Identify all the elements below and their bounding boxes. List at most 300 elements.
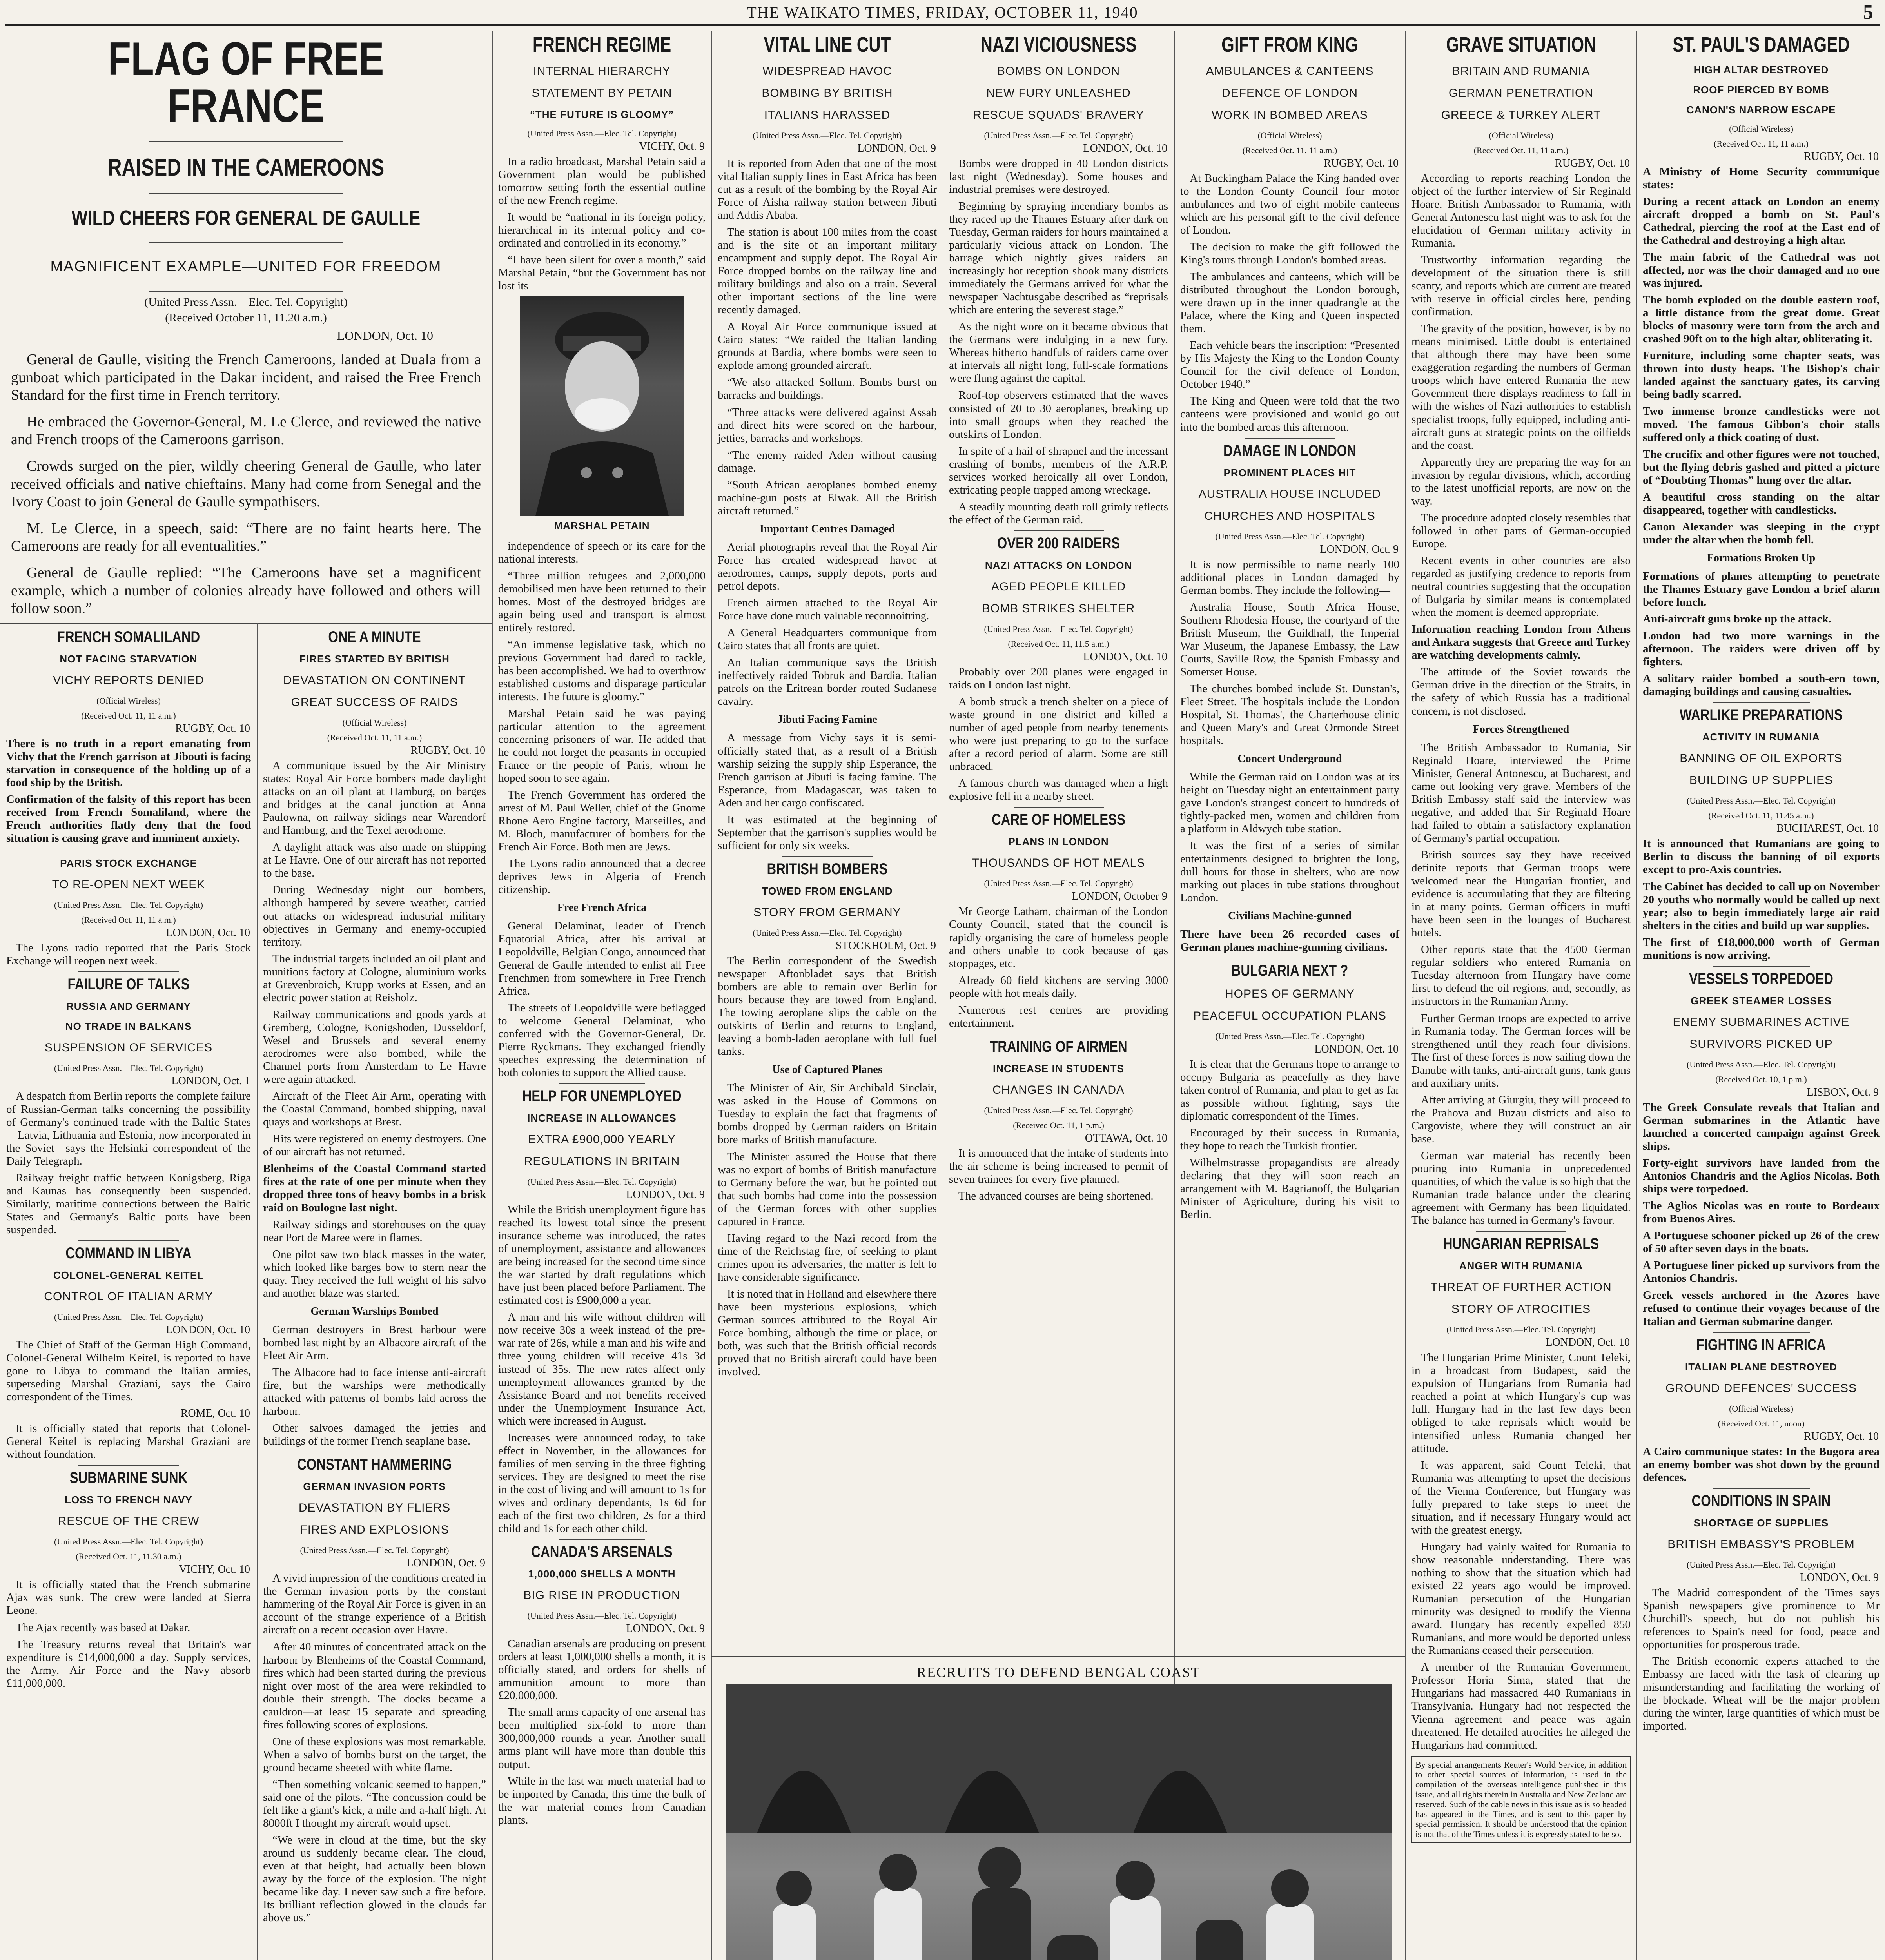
credit: (Official Wireless)	[342, 718, 407, 728]
divider	[149, 141, 343, 142]
paragraph: The Greek Consulate reveals that Italian and German submarines in the Atlantic have launched a concerted campaign against Greek ships.	[1643, 1101, 1880, 1152]
paragraph: Furniture, including some chapter seats, was thrown into dusty heaps. The Bishop's chair landed against the sanctuary gates, its carving being badly scarred.	[1643, 349, 1880, 401]
paragraph: “Three million refugees and 2,000,000 demobilised men have been returned to their homes. Most of the destroyed bridges are again being used and transport is almost entirely restored.	[498, 570, 706, 634]
divider	[78, 1465, 179, 1466]
paragraph: Having regard to the Nazi record from the time of the Reichstag fire, of seeking to plant crimes upon its adversaries, the matter is felt to have considerable significance.	[718, 1232, 937, 1283]
paragraph: It is now permissible to name nearly 100 additional places in London damaged by German bombs. They include the following—	[1180, 558, 1399, 597]
dateline: RUGBY, Oct. 10	[1324, 157, 1399, 169]
paragraph: London had two more warnings in the afternoon. The raiders were driven off by fighters.	[1643, 630, 1880, 668]
subheadline: STORY OF ATROCITIES	[1451, 1303, 1591, 1316]
recruits-photo	[726, 1684, 1392, 1960]
received: (Received Oct. 11, 11 a.m.)	[327, 733, 422, 742]
paragraph: Anti-aircraft guns broke up the attack.	[1643, 613, 1831, 626]
article-paris-stock-exchange	[3, 857, 254, 967]
received: (Received Oct. 10, 1 p.m.)	[1715, 1074, 1807, 1084]
paragraph: German destroyers in Brest harbour were bombed last night by an Albacore aircraft of the Fleet Air Arm.	[263, 1323, 486, 1362]
dateline: STOCKHOLM, Oct. 9	[835, 939, 936, 952]
paragraph: General Delaminat, leader of French Equatorial Africa, after his arrival at Leopoldville, Belgian Congo, announced that General de Gaulle intended to enlist all Free Frenchmen from somewhere in Free French Africa.	[498, 920, 706, 997]
paragraph: The station is about 100 miles from the coast and is the site of an important military encampment and supply depot. The Royal Air Force dropped bombs on the railway line and military buildings and also on a train. Several other important sections of the line were recently damaged.	[718, 225, 937, 316]
headline: ST. PAUL'S DAMAGED	[1673, 33, 1850, 56]
credit: (United Press Assn.—Elec. Tel. Copyright)	[1215, 531, 1364, 541]
subheadline: STORY FROM GERMANY	[753, 906, 901, 919]
paragraph: The main fabric of the Cathedral was not affected, nor was the choir damaged and no one was injured.	[1643, 250, 1880, 290]
article-command-in-libya	[3, 1245, 254, 1461]
article-one-a-minute	[260, 629, 489, 1448]
paragraph: The decision to make the gift followed the King's tours through London's bombed areas.	[1180, 240, 1399, 266]
subheadline: STATEMENT BY PETAIN	[532, 86, 672, 100]
divider	[559, 1083, 645, 1084]
subheadline: CHANGES IN CANADA	[992, 1083, 1125, 1096]
paragraph: “I have been silent for over a month,” said Marshal Petain, “but the Government has not lost its	[498, 254, 706, 292]
received: (Received Oct. 11, 11 a.m.)	[1714, 138, 1809, 149]
paragraph: The ambulances and canteens, which will be distributed throughout the London borough, were drawn up in the inner quadrangle at the Palace, where the King and Queen inspected them.	[1180, 270, 1399, 335]
paragraph: Blenheims of the Coastal Command started fires at the rate of one per minute when they dropped three tons of heavy bombs in a brisk raid on Boulogne last night.	[263, 1162, 486, 1214]
paragraph: A beautiful cross standing on the altar disappeared, together with candlesticks.	[1643, 490, 1880, 516]
paragraph: Canon Alexander was sleeping in the crypt under the altar when the bomb fell.	[1643, 520, 1880, 546]
paragraph: A vivid impression of the conditions created in the German invasion ports by the constant hammering of the Royal Air Force is given in an account of the strange experience of a British aircraft on a recent occasion over Havre.	[263, 1572, 486, 1637]
masthead-rule	[5, 24, 1880, 26]
paragraph: While the British unemployment figure has reached its lowest total since the present insurance scheme was introduced, the rates of unemployment, assistance and allowances are being increased for the second time since the war started by draft regulations which have just been placed before Parliament. The estimated cost is £900,000 a year.	[498, 1203, 706, 1307]
headline: COMMAND IN LIBYA	[65, 1244, 192, 1262]
paragraph: The Madrid correspondent of the Times says Spanish newspapers give prominence to Mr Churchill's speech, but do not publish his references to Spain's need for food, peace and opportunities for prosperous trade.	[1643, 1586, 1880, 1651]
paragraph: There is no truth in a report emanating from Vichy that the French garrison at Jibouti is facing starvation in consequence of the holding up of a food ship by the British.	[6, 737, 251, 789]
subheadline: THOUSANDS OF HOT MEALS	[972, 857, 1145, 870]
article-fighting-in-africa	[1640, 1337, 1883, 1484]
subheadline: FIRES AND EXPLOSIONS	[300, 1523, 449, 1537]
dateline: LONDON, Oct. 10	[1083, 142, 1167, 154]
subheadline: GERMAN PENETRATION	[1448, 86, 1594, 100]
article-care-of-homeless	[946, 811, 1171, 1029]
paragraph: An Italian communique says the British ineffectively raided Tobruk and Bardia. Italian patrols on the Eritrean border routed Sudanese cavalry.	[718, 656, 937, 708]
paragraph: Recent events in other countries are also regarded as justifying credence to reports from neutral countries suggesting that the occupation of Bulgaria by similar means is contemplated when the moment is deemed appropriate.	[1411, 554, 1631, 619]
paragraph: A communique issued by the Air Ministry states: Royal Air Force bombers made daylight attacks on an oil plant at Hamburg, on barges and bridges at the canal junction at Anna Paulowna, on railway sidings near Warendorf and Hamburg, and the Texel aerodrome.	[263, 759, 486, 837]
lead-paragraph: General de Gaulle, visiting the French Cameroons, landed at Duala from a gunboat which participated in the Dakar incident, and raised the Free French Standard for the first time in French territory.	[11, 351, 481, 404]
paragraph: A Ministry of Home Security communique states:	[1643, 165, 1880, 191]
paragraph: A Royal Air Force communique issued at Cairo states: “We raided the Italian landing grounds at Bardia, where bombs were seen to explode among grounded aircraft.	[718, 320, 937, 372]
subheadline: BANNING OF OIL EXPORTS	[1680, 752, 1843, 765]
column-4	[715, 31, 940, 1652]
credit: (United Press Assn.—Elec. Tel. Copyright)	[984, 130, 1133, 140]
paragraph: The Berlin correspondent of the Swedish newspaper Aftonbladet says that British bombers are able to remain over Berlin for hours because they are towed from England. The towing aeroplane slips the cable on the outskirts of Berlin and returns to England, leaving a bomb-laden aeroplane with full fuel tanks.	[718, 954, 937, 1058]
received: (Received Oct. 11, 11.30 a.m.)	[76, 1552, 181, 1562]
credit: (United Press Assn.—Elec. Tel. Copyright)	[984, 624, 1133, 634]
paragraph: The procedure adopted closely resembles that followed in other parts of German-occupied Europe.	[1411, 511, 1631, 550]
headline: NAZI VICIOUSNESS	[980, 33, 1137, 56]
paragraph: Formations of planes attempting to penetrate the Thames Estuary gave London a brief alarm before lunch.	[1643, 570, 1880, 609]
paragraph: The advanced courses are being shortened.	[958, 1189, 1154, 1202]
subheadline: GERMAN INVASION PORTS	[303, 1481, 446, 1493]
paragraph: A member of the Rumanian Government, Professor Horia Sima, stated that the Hungarians had massacred 440 Rumanians in Transylvania. Hungary had not respected the Vienna agreement and peace was again threatened. He detailed atrocities he alleged the Hungarians had committed.	[1411, 1661, 1631, 1751]
paragraph: Other salvoes damaged the jetties and buildings of the former French seaplane base.	[263, 1422, 486, 1448]
headline: HELP FOR UNEMPLOYED	[522, 1087, 682, 1105]
subheadline: BUILDING UP SUPPLIES	[1689, 774, 1833, 787]
lead-paragraph: Crowds surged on the pier, wildly cheering General de Gaulle, who later received officials and native chieftains. Many had come from Senegal and the Ivory Coast to join General de Gaulle sympathisers.	[11, 457, 481, 510]
lead-subheadline: RAISED IN THE CAMEROONS	[107, 154, 385, 181]
paragraph: It is clear that the Germans hope to arrange to occupy Bulgaria as peacefully as they have taken control of Rumania, and plan to get as far as possible without fighting, says the diplomatic correspondent of the Times.	[1180, 1058, 1399, 1122]
headline: TRAINING OF AIRMEN	[990, 1038, 1127, 1055]
photo-top-rule	[711, 1656, 1405, 1657]
credit: (United Press Assn.—Elec. Tel. Copyright)	[753, 130, 902, 140]
subheadline: INTERNAL HIERARCHY	[533, 64, 671, 78]
subheadline: ANGER WITH RUMANIA	[1459, 1260, 1583, 1272]
dateline: LONDON, Oct. 10	[1546, 1336, 1630, 1349]
paragraph: It is announced that the intake of students into the air scheme is being increased to permit of seven trainees for every five planned.	[949, 1147, 1168, 1185]
dateline: LONDON, Oct. 9	[857, 142, 936, 154]
subheadline: SURVIVORS PICKED UP	[1689, 1037, 1833, 1051]
column-1	[3, 627, 254, 1960]
received: (Received Oct. 11, 1 p.m.)	[1013, 1120, 1104, 1130]
headline: VITAL LINE CUT	[764, 33, 891, 56]
paragraph: Confirmation of the falsity of this report has been received from French Somaliland, where the French authorities flatly deny that the food situation is causing grave and imminent anxiety.	[6, 793, 251, 845]
subheadline: SHORTAGE OF SUPPLIES	[1693, 1517, 1829, 1529]
dateline: LONDON, Oct. 10	[1314, 1043, 1399, 1055]
subheadline: BIG RISE IN PRODUCTION	[523, 1589, 680, 1602]
subheadline: REGULATIONS IN BRITAIN	[524, 1154, 680, 1168]
credit: (United Press Assn.—Elec. Tel. Copyright)	[527, 1611, 677, 1621]
received: (Received Oct. 11, 11.45 a.m.)	[1708, 811, 1814, 821]
article-warlike-preparations	[1640, 707, 1883, 962]
divider	[1713, 1332, 1810, 1333]
article-british-bombers	[715, 861, 940, 1378]
subheadline: BOMBING BY BRITISH	[762, 86, 893, 100]
dateline: RUGBY, Oct. 10	[1555, 157, 1630, 169]
paragraph: After 40 minutes of concentrated attack on the harbour by Blenheims of the Coastal Command, fires which had been started during the previous night over most of the area were rekindled to double their strength. The docks became a cauldron—at least 15 separate and spreading fires following scores of explosions.	[263, 1641, 486, 1731]
subheadline: ENEMY SUBMARINES ACTIVE	[1673, 1015, 1850, 1029]
subheadline: DEVASTATION ON CONTINENT	[283, 674, 466, 687]
headline: BRITISH BOMBERS	[767, 860, 888, 878]
credit: (United Press Assn.—Elec. Tel. Copyright)	[527, 128, 677, 138]
lead-dateline: LONDON, Oct. 10	[337, 328, 433, 343]
subheadline: HOPES OF GERMANY	[1225, 987, 1355, 1000]
subheadline: GREECE & TURKEY ALERT	[1441, 108, 1601, 122]
paragraph: The Albacore had to face intense anti-aircraft fire, but the warships were methodically attacked with patterns of bombs laid across the harbour.	[263, 1366, 486, 1418]
headline: SUBMARINE SUNK	[69, 1469, 188, 1487]
page-number: 5	[1863, 1, 1873, 24]
received: (Received Oct. 11, 11 a.m.)	[1242, 145, 1337, 155]
credit: (United Press Assn.—Elec. Tel. Copyright)	[54, 1537, 203, 1547]
subheadline: ITALIAN PLANE DESTROYED	[1685, 1361, 1837, 1373]
paragraph: The King and Queen were told that the two canteens were provisioned and would go out into the bombed areas this afternoon.	[1180, 395, 1399, 434]
dateline: LONDON, Oct. 9	[1320, 543, 1399, 555]
paragraph: The Chief of Staff of the German High Command, Colonel-General Wilhelm Keitel, is reported to have gone to Libya to command the Italian armies, superseding Marshal Graziani, says the Cairo correspondent of the Times.	[6, 1338, 251, 1403]
reuters-notice: By special arrangements Reuter's World Service, in addition to other special sources of information, is used in the compilation of the overseas intelligence published in this issue, and all rights therein in Australia and New Zealand are reserved. Such of the cable news in this issue as is so headed has appeared in the Times, and is sent to this paper by special permission. It should be understood that the opinion is not that of the Times unless it is expressly stated to be so.	[1411, 1756, 1631, 1843]
subheadline: DEFENCE OF LONDON	[1221, 86, 1358, 100]
paragraph: A despatch from Berlin reports the complete failure of Russian-German talks concerning the possibility of Germany's continued trade with the Baltic States—Latvia, Lithuania and Estonia, now incorporated in the Soviet—says the Helsinki correspondent of the Daily Telegraph.	[6, 1090, 251, 1167]
subheadline: INCREASE IN ALLOWANCES	[527, 1112, 677, 1124]
credit: (United Press Assn.—Elec. Tel. Copyright)	[753, 927, 902, 938]
article-st-pauls-damaged	[1640, 34, 1883, 698]
subheadline: INCREASE IN STUDENTS	[993, 1062, 1124, 1074]
paragraph: The Minister of Air, Sir Archibald Sinclair, was asked in the House of Commons on Tuesday to explain the fact that fragments of bombs dropped by German raiders on Britain bore marks of British manufacture.	[718, 1082, 937, 1146]
article-training-of-airmen	[946, 1038, 1171, 1203]
paragraph: “Three attacks were delivered against Assab and direct hits were scored on the harbour, jetties, barracks and workshops.	[718, 406, 937, 445]
paragraph: A Portuguese liner picked up survivors from the Antonios Chandris.	[1643, 1259, 1880, 1285]
subheadline: GREAT SUCCESS OF RAIDS	[291, 696, 458, 709]
dateline: LONDON, Oct. 10	[166, 927, 250, 939]
crosshead: Concert Underground	[1237, 753, 1342, 765]
received: (Received Oct. 11, 11 a.m.)	[81, 915, 176, 925]
dateline: LISBON, Oct. 9	[1807, 1086, 1879, 1098]
subheadline: CONTROL OF ITALIAN ARMY	[44, 1290, 213, 1303]
divider	[149, 193, 343, 194]
paragraph: It was apparent, said Count Teleki, that Rumania was attempting to upset the decisions of the Vienna Conference, but Hungary was fully prepared to take steps to meet the situation, and if necessary Hungary would act with the greatest energy.	[1411, 1459, 1631, 1536]
paragraph: The Cabinet has decided to call up on November 20 youths who normally would be called up next year; also to begin immediately large air raid shelters in the cities and build up war supplies.	[1643, 880, 1880, 932]
article-vessels-torpedoed	[1640, 971, 1883, 1328]
received: (Received Oct. 11, 11.5 a.m.)	[1008, 639, 1109, 649]
crosshead: Formations Broken Up	[1707, 552, 1816, 564]
column-rule	[1636, 31, 1637, 1960]
divider	[559, 1539, 645, 1540]
paragraph: “We also attacked Sollum. Bombs burst on barracks and buildings.	[718, 376, 937, 402]
subheadline: “THE FUTURE IS GLOOMY”	[530, 108, 674, 120]
paragraph: A solitary raider bombed a south-ern town, damaging buildings and causing casualties.	[1643, 672, 1880, 698]
paragraph: The gravity of the position, however, is by no means minimised. Little doubt is entertained that although there may have been some exaggeration regarding the numbers of German troops which have entered Rumania the new Government there displays readiness to fall in with the wishes of Nazi authorities to establish specialist troops, fully equipped, including anti-aircraft guns at strategic points on the oilfields and the coast.	[1411, 322, 1631, 452]
paragraph: It would be “national in its foreign policy, hierarchical in its internal policy and co-ordinated and controlled in its economy.”	[498, 211, 706, 249]
lead-received: (Received October 11, 11.20 a.m.)	[165, 311, 327, 324]
headline: DAMAGE IN LONDON	[1223, 442, 1356, 459]
column-rule	[492, 31, 493, 1960]
credit: (United Press Assn.—Elec. Tel. Copyright)	[54, 1063, 203, 1073]
lead-paragraph: M. Le Clerce, in a speech, said: “There are no faint hearts here. The Cameroons are ready for all eventualities.”	[11, 520, 481, 555]
paragraph: A steadily mounting death roll grimly reflects the effect of the German raid.	[949, 500, 1168, 526]
paragraph: The Hungarian Prime Minister, Count Teleki, in a broadcast from Budapest, said the expulsion of Hungarians from Rumania had reached a point at which Hungary's cup was full. Hungary had in the last few days been obliged to take reprisals which would be intensified unless Rumania changed her attitude.	[1411, 1351, 1631, 1455]
paragraph: The industrial targets included an oil plant and munitions factory at Cologne, aluminium works at Grevenbroich, Krupp works at Essen, and an electric power station at Reisholz.	[263, 952, 486, 1004]
column-6	[1177, 31, 1402, 1652]
credit: (Official Wireless)	[1729, 123, 1793, 134]
dateline: LONDON, Oct. 10	[1083, 650, 1167, 663]
subheadline: ACTIVITY IN RUMANIA	[1702, 731, 1820, 743]
recruits-photo-feature	[715, 1660, 1402, 1960]
divider	[149, 291, 343, 292]
paragraph: In a radio broadcast, Marshal Petain said a Government plan would be published tomorrow setting forth the essential outline of the new French regime.	[498, 155, 706, 207]
photo-title: RECRUITS TO DEFEND BENGAL COAST	[916, 1664, 1201, 1680]
subheadline: ITALIANS HARASSED	[764, 108, 891, 122]
dateline: LONDON, Oct. 9	[1800, 1571, 1879, 1584]
received: (Received Oct. 11, 11 a.m.)	[1473, 145, 1569, 155]
crosshead: Use of Captured Planes	[772, 1063, 882, 1076]
dateline: VICHY, Oct. 10	[179, 1563, 250, 1576]
paragraph: Australia House, South Africa House, Southern Rhodesia House, the courtyard of the British Museum, the Guildhall, the Imperial War Museum, the Japanese Embassy, the Law Courts, Saville Row, the Spanish Embassy and Somerset House.	[1180, 601, 1399, 678]
column-5	[946, 31, 1171, 1652]
paragraph: A Portuguese schooner picked up 26 of the crew of 50 after seven days in the boats.	[1643, 1229, 1880, 1255]
divider	[1245, 438, 1335, 439]
article-bulgaria-next	[1177, 962, 1402, 1221]
dateline: RUGBY, Oct. 10	[1804, 1430, 1879, 1443]
credit: (United Press Assn.—Elec. Tel. Copyright)	[1446, 1325, 1596, 1335]
credit: (United Press Assn.—Elec. Tel. Copyright)	[1687, 1559, 1836, 1570]
paragraph: The Aglios Nicolas was en route to Bordeaux from Buenos Aires.	[1643, 1200, 1880, 1225]
subheadline: GREEK STEAMER LOSSES	[1691, 995, 1832, 1007]
subheadline: THREAT OF FURTHER ACTION	[1430, 1281, 1612, 1294]
article-over-200-raiders	[946, 535, 1171, 803]
paragraph: “Then something volcanic seemed to happen,” said one of the pilots. “The concussion could be felt like a giant's kick, a mile and a-half high. At 8000ft I thought my aircraft would upset.	[263, 1778, 486, 1830]
paragraph: French airmen attached to the Royal Air Force have done much valuable reconnoitring.	[718, 597, 937, 622]
paragraph: Canadian arsenals are producing on present orders at least 1,000,000 shells a month, it is officially stated, and orders for shells of ammunition amount to more than £20,000,000.	[498, 1637, 706, 1702]
dateline: RUGBY, Oct. 10	[175, 722, 250, 735]
crosshead: German Warships Bombed	[310, 1305, 439, 1318]
dateline: LONDON, October 9	[1072, 890, 1167, 903]
paragraph: While the German raid on London was at its height on Tuesday night an entertainment party gave London's strangest concert to hundreds of tightly-packed men, women and children from a platform in Aldwych tube station.	[1180, 771, 1399, 835]
subheadline: PLANS IN LONDON	[1008, 836, 1109, 848]
subheadline: COLONEL-GENERAL KEITEL	[53, 1269, 204, 1281]
paragraph: The first of £18,000,000 worth of German munitions is now arriving.	[1643, 936, 1880, 962]
received: (Received Oct. 11, 11 a.m.)	[81, 711, 176, 720]
credit: (Official Wireless)	[1489, 130, 1553, 140]
paragraph: A Cairo communique states: In the Bugora area an enemy bomber was shot down by the ground defences.	[1643, 1445, 1880, 1484]
article-grave-situation	[1408, 34, 1634, 1227]
subheadline: GROUND DEFENCES' SUCCESS	[1665, 1381, 1857, 1395]
article-constant-hammering	[260, 1456, 489, 1924]
paragraph: The attitude of the Soviet towards the German drive in the direction of the Straits, in the safety of which Russia has a traditional concern, is not disclosed.	[1411, 666, 1631, 717]
subheadline: NEW FURY UNLEASHED	[986, 86, 1131, 100]
paragraph: Railway sidings and storehouses on the quay near Port de Maree were in flames.	[263, 1218, 486, 1244]
article-hungarian-reprisals	[1408, 1236, 1634, 1843]
subheadline: CANON'S NARROW ESCAPE	[1686, 103, 1836, 116]
paragraph: It is reported from Aden that one of the most vital Italian supply lines in East Africa has been cut as a result of the bombing by the Royal Air Force of Aisha railway station between Jibuti and Addis Ababa.	[718, 157, 937, 221]
dateline: ROME, Oct. 10	[180, 1407, 250, 1420]
paragraph: The French Government has ordered the arrest of M. Paul Weller, chief of the Gnome Rhone Aero Engine factory, Marseilles, and M. Bloch, manufacturer of bombers for the French Air Force. Both men are Jews.	[498, 789, 706, 853]
credit: (United Press Assn.—Elec. Tel. Copyright)	[1215, 1031, 1364, 1041]
dateline: LONDON, Oct. 9	[626, 1188, 705, 1201]
masthead-title: THE WAIKATO TIMES, FRIDAY, OCTOBER 11, 1940	[747, 4, 1138, 21]
paragraph: The British economic experts attached to the Embassy are faced with the task of clearing up misunderstanding and facilitating the working of the blockade. Wheat will be the major problem during the winter, large quantities of which must be imported.	[1643, 1655, 1880, 1733]
headline: WARLIKE PREPARATIONS	[1679, 706, 1843, 724]
subheadline: TO RE-OPEN NEXT WEEK	[52, 878, 205, 891]
dateline: LONDON, Oct. 10	[166, 1323, 250, 1336]
lead-paragraph: He embraced the Governor-General, M. Le Clerce, and reviewed the native and French troops of the Cameroons garrison.	[11, 413, 481, 448]
paragraph: Other reports state that the 4500 German regular soldiers who entered Rumania on Tuesday afternoon from Hungary have come first to defend the oil regions, and, secondly, as instructors in the Rumanian Army.	[1411, 943, 1631, 1008]
paragraph: During Wednesday night our bombers, although hampered by severe weather, carried out attacks on widespread industrial military objectives in Germany and enemy-occupied territory.	[263, 884, 486, 948]
credit: (United Press Assn.—Elec. Tel. Copyright)	[300, 1545, 449, 1555]
paragraph: independence of speech or its care for the national interests.	[498, 540, 706, 566]
paragraph: As the night wore on it became obvious that the Germans were indulging in a new fury. Whereas hitherto handfuls of raiders came over at intervals all night long, full-scale formations were flung against the capital.	[949, 320, 1168, 385]
paragraph: Further German troops are expected to arrive in Rumania today. The German forces will be strengthened until they reach four divisions. The first of these forces is now sailing down the Danube with tanks, anti-aircraft guns, tank guns and auxiliary units.	[1411, 1012, 1631, 1089]
lead-story	[4, 31, 488, 619]
crosshead: Free French Africa	[557, 902, 647, 914]
paragraph: The Lyons radio reported that the Paris Stock Exchange will reopen next week.	[6, 942, 251, 967]
subheadline: WIDESPREAD HAVOC	[762, 64, 892, 78]
subheadline: TOWED FROM ENGLAND	[762, 885, 893, 897]
divider	[1713, 702, 1810, 703]
subheadline: CHURCHES AND HOSPITALS	[1204, 509, 1375, 523]
divider	[149, 242, 343, 243]
crosshead: Civilians Machine-gunned	[1228, 909, 1352, 922]
column-rule	[711, 31, 712, 1960]
paragraph: Apparently they are preparing the way for an invasion by regular divisions, which, according to the latest unofficial reports, are now on the way.	[1411, 456, 1631, 507]
paragraph: One of these explosions was most remarkable. When a salvo of bombs burst on the target, the ground became sheeted with white flame.	[263, 1735, 486, 1774]
paragraph: It is noted that in Holland and elsewhere there have been mysterious explosions, which German sources attributed to the Royal Air Force bombing, although the time or place, or both, was such that the British official records proved that no British aircraft could have been involved.	[718, 1287, 937, 1378]
headline: ONE A MINUTE	[328, 628, 421, 646]
credit: (United Press Assn.—Elec. Tel. Copyright)	[527, 1176, 677, 1187]
divider	[1014, 530, 1104, 531]
paragraph: The streets of Leopoldville were beflagged to welcome General Delaminat, who conferred with the Governor-General, Dr. Pierre Ryckmans. They exchanged friendly speeches expressing the determination of both colonies to support the Allied cause.	[498, 1001, 706, 1079]
headline: FAILURE OF TALKS	[67, 976, 190, 993]
paragraph: The bomb exploded on the double eastern roof, a little distance from the great dome. Great blocks of masonry were torn from the arch and crashed 90ft on to the high altar, obliterating it.	[1643, 294, 1880, 345]
lead-bottom-rule	[0, 623, 492, 624]
paragraph: Greek vessels anchored in the Azores have refused to continue their voyages because of the Italian and German submarine danger.	[1643, 1289, 1880, 1328]
divider	[782, 856, 873, 857]
divider	[1476, 1231, 1566, 1232]
article-gift-from-king	[1177, 34, 1402, 434]
paragraph: Aerial photographs reveal that the Royal Air Force has created widespread havoc at aerodromes, camps, supply depots, ports and petrol depots.	[718, 541, 937, 593]
paragraph: Two immense bronze candlesticks were not moved. The famous Gibbon's choir stalls suffered only a thick coating of dust.	[1643, 405, 1880, 444]
subheadline: BOMB STRIKES SHELTER	[982, 602, 1135, 615]
divider	[78, 971, 179, 972]
column-7	[1408, 31, 1634, 1960]
subheadline: EXTRA £900,000 YEARLY	[528, 1132, 676, 1146]
article-french-somaliland	[3, 629, 254, 845]
subheadline: DEVASTATION BY FLIERS	[298, 1501, 451, 1515]
subheadline: AUSTRALIA HOUSE INCLUDED	[1198, 487, 1381, 501]
paragraph: Railway communications and goods yards at Gremberg, Cologne, Konigshoden, Dusseldorf, Wesel and Brussels and several enemy aerodromes were also bombed, while the Channel ports from Amsterdam to Le Havre were again attacked.	[263, 1008, 486, 1086]
divider	[78, 1240, 179, 1241]
paragraph: Roof-top observers estimated that the waves consisted of 20 to 30 aeroplanes, breaking up into small groups when they reached the outskirts of London.	[949, 389, 1168, 441]
petain-portrait-photo	[520, 296, 684, 516]
paragraph: “The enemy raided Aden without causing damage.	[718, 448, 937, 474]
credit: (United Press Assn.—Elec. Tel. Copyright)	[984, 878, 1133, 889]
lead-deck: WILD CHEERS FOR GENERAL DE GAULLE	[71, 206, 421, 230]
paragraph: The British Ambassador to Rumania, Sir Reginald Hoare, interviewed the Prime Minister, General Antonescu, at Bucharest, and came out looking very grave. Members of the British Embassy staff said the interview was negative, and added that Sir Reginald Hoare had failed to obtain a satisfactory explanation of Germany's partial occupation.	[1411, 741, 1631, 844]
paragraph: Mr George Latham, chairman of the London County Council, stated that the council is rapidly organising the care of homeless people and others unable to cook because of gas stoppages, etc.	[949, 905, 1168, 970]
paragraph: A message from Vichy says it is semi-officially stated that, as a result of a British warship seizing the supply ship Esperance, the French garrison at Jibuti is facing famine. The Esperance, from Madagascar, was taken to Aden and her cargo confiscated.	[718, 731, 937, 809]
lead-headline: FLAG OF FREE FRANCE	[108, 33, 384, 132]
article-french-regime	[495, 34, 709, 1079]
subheadline: LOSS TO FRENCH NAVY	[65, 1494, 192, 1506]
headline: FRENCH REGIME	[532, 33, 671, 56]
paragraph: Already 60 field kitchens are serving 3000 people with hot meals daily.	[949, 974, 1168, 1000]
article-canadas-arsenals	[495, 1544, 709, 1827]
subheadline: WORK IN BOMBED AREAS	[1212, 108, 1368, 122]
credit: (United Press Assn.—Elec. Tel. Copyright)	[984, 1105, 1133, 1115]
credit: (Official Wireless)	[96, 696, 161, 706]
headline: VESSELS TORPEDOED	[1689, 970, 1833, 987]
headline: OVER 200 RAIDERS	[997, 534, 1120, 552]
headline: BULGARIA NEXT ?	[1231, 962, 1348, 979]
recruits-scene-icon	[726, 1684, 1392, 1960]
paragraph: In spite of a hail of shrapnel and the incessant crashing of bombs, members of the A.R.P. services worked heroically all over London, extricating people trapped among wreckage.	[949, 445, 1168, 496]
divider	[1014, 807, 1104, 808]
paragraph: Increases were announced today, to take effect in November, in the allowances for families of men serving in the three fighting services. They are designed to meet the rise in the cost of living and will amount to 1s for wives and ordinary dependants, 1s 6d for each of the first two children, 2s for a third child and 1s for each other child.	[498, 1431, 706, 1535]
lead-paragraph: General de Gaulle replied: “The Cameroons have set a magnificent example, which a number of colonies already have followed and others will follow soon.”	[11, 564, 481, 617]
paragraph: “We were in cloud at the time, but the sky around us suddenly became clear. The cloud, even at that height, had actually been blown away by the force of the explosion. The night became like day. I never saw such a fire before. Its brilliant reflection glowed in the clouds far above us.”	[263, 1834, 486, 1924]
subheadline: HIGH ALTAR DESTROYED	[1693, 64, 1829, 76]
credit: (United Press Assn.—Elec. Tel. Copyright)	[54, 900, 203, 910]
paragraph: Forty-eight survivors have landed from the Antonios Chandris and the Aglios Nicolas. Both ships were torpedoed.	[1643, 1156, 1880, 1196]
headline: CANADA'S ARSENALS	[531, 1543, 673, 1561]
paragraph: Probably over 200 planes were engaged in raids on London last night.	[949, 665, 1168, 691]
subheadline: RESCUE SQUADS' BRAVERY	[973, 108, 1144, 122]
paragraph: Beginning by spraying incendiary bombs as they raced up the Thames Estuary after dark on Tuesday, German raiders for hours maintained a particularly vicious attack on London. The barrage which nightly gives raiders an increasingly hot reception shook many districts immediately the Germans arrived for what the newspaper Nachtusgabe described as “reprisals which are entering the severest stage.”	[949, 200, 1168, 316]
paragraph: The Treasury returns reveal that Britain's war expenditure is £14,000,000 a day. Supply services, the Army, Air Force and the Navy absorb £11,000,000.	[6, 1638, 251, 1690]
paragraph: British sources say they have received definite reports that German troops were welcomed near the Hungarian frontier, and evidence is accumulating that they are filtering in at many points. German officers in mufti have been seen in the lounges of Bucharest hotels.	[1411, 848, 1631, 939]
column-rule	[1405, 31, 1406, 1960]
column-3	[495, 31, 709, 1960]
headline: PARIS STOCK EXCHANGE	[60, 857, 197, 869]
paragraph: The churches bombed include St. Dunstan's, Fleet Street. The hospitals include the London Hospital, St. Thomas', the Charterhouse clinic and Queen Mary's and Great Ormonde Street hospitals.	[1180, 682, 1399, 747]
headline: CARE OF HOMELESS	[992, 811, 1125, 829]
paragraph: Numerous rest centres are providing entertainment.	[949, 1004, 1168, 1029]
subheadline: ROOF PIERCED BY BOMB	[1693, 83, 1829, 96]
paragraph: Aircraft of the Fleet Air Arm, operating with the Coastal Command, bombed shipping, naval quays and workshops at Brest.	[263, 1090, 486, 1129]
subheadline: SUSPENSION OF SERVICES	[44, 1041, 213, 1054]
paragraph: Bombs were dropped in 40 London districts last night (Wednesday). Some houses and industrial premises were destroyed.	[949, 157, 1168, 196]
masthead	[0, 0, 1885, 27]
paragraph: According to reports reaching London the object of the further interview of Sir Reginald Hoare, British Ambassador to Rumania, with General Antonescu last night was to ask for the elucidation of German military activity in Rumania.	[1411, 172, 1631, 249]
paragraph: There have been 26 recorded cases of German planes machine-gunning civilians.	[1180, 927, 1399, 953]
paragraph: At Buckingham Palace the King handed over to the London County Council four motor ambulances and two of eight mobile canteens which are his personal gift to the civil defence of London.	[1180, 172, 1399, 236]
subheadline: RUSSIA AND GERMANY	[66, 1000, 191, 1013]
paragraph: Information reaching London from Athens and Ankara suggests that Greece and Turkey are watching developments calmly.	[1411, 623, 1631, 662]
